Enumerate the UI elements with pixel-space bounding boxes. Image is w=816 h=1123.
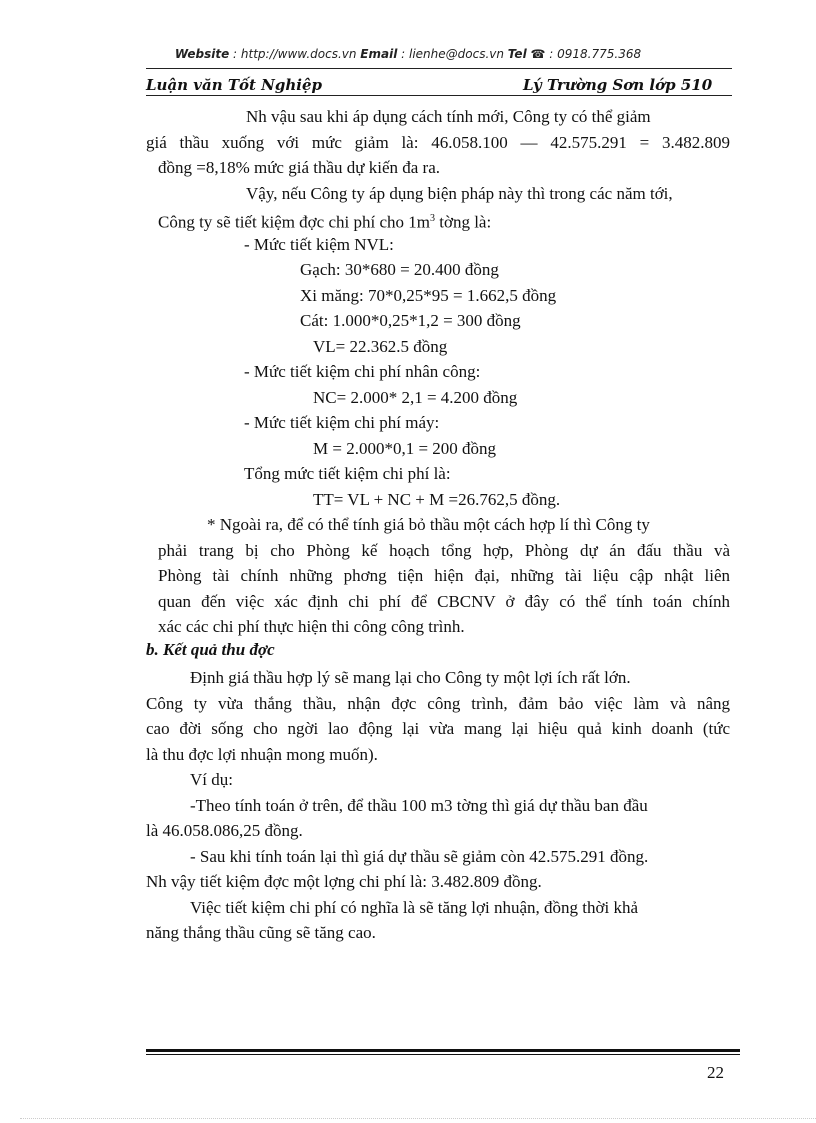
footer-rule-thick — [146, 1049, 740, 1052]
formula-line: TT= VL + NC + M =26.762,5 đồng. — [313, 490, 561, 509]
paragraph-line: Vậy, nếu Công ty áp dụng biện pháp này thì trong các năm tới, — [246, 184, 673, 203]
list-item: Tổng mức tiết kiệm chi phí là: — [244, 464, 451, 483]
website-label: Website — [174, 47, 230, 61]
list-item: - Mức tiết kiệm NVL: — [244, 235, 394, 254]
page-number: 22 — [707, 1063, 724, 1082]
paragraph-line: là 46.058.086,25 đồng. — [146, 821, 303, 840]
formula-line: VL= 22.362.5 đồng — [313, 337, 448, 356]
footer-rule-thin — [146, 1054, 740, 1055]
paragraph-line: phải trang bị cho Phòng kế hoạch tổng hợp, Phòng dự án đấu thầu và — [158, 541, 730, 560]
list-item: - Mức tiết kiệm chi phí nhân công: — [244, 362, 481, 381]
paragraph-line: Nh vậu sau khi áp dụng cách tính mới, Công ty có thể giảm — [246, 107, 651, 126]
paragraph-line: Định giá thầu hợp lý sẽ mang lại cho Công ty một lợi ích rất lớn. — [190, 668, 631, 687]
paragraph-line: -Theo tính toán ở trên, để thầu 100 m3 tờng thì giá dự thầu ban đầu — [190, 796, 648, 815]
formula-line: NC= 2.000* 2,1 = 4.200 đồng — [313, 388, 518, 407]
section-heading: b. Kết quả thu đợc — [146, 640, 275, 659]
header-bottom-rule — [146, 95, 732, 96]
email-label: Email — [360, 47, 398, 61]
paragraph-line: Công ty vừa thắng thầu, nhận đợc công trình, đảm bảo việc làm và nâng — [146, 694, 730, 713]
paragraph-line: Phòng tài chính những phơng tiện hiện đại, những tài liệu cập nhật liên — [158, 566, 730, 585]
formula-line: Cát: 1.000*0,25*1,2 = 300 đồng — [300, 311, 521, 330]
email-address[interactable]: : lienhe@docs.vn — [397, 47, 508, 61]
paragraph-line: năng thắng thầu cũng sẽ tăng cao. — [146, 923, 376, 942]
website-header — [0, 47, 816, 61]
formula-line: Gạch: 30*680 = 20.400 đồng — [300, 260, 499, 279]
paragraph-line: - Sau khi tính toán lại thì giá dự thầu sẽ giảm còn 42.575.291 đồng. — [190, 847, 649, 866]
paragraph-line: * Ngoài ra, để có thể tính giá bỏ thầu một cách hợp lí thì Công ty — [207, 515, 650, 534]
tel-number: ☎ : 0918.775.368 — [526, 47, 642, 61]
header-top-rule — [146, 68, 732, 69]
list-item: - Mức tiết kiệm chi phí máy: — [244, 413, 440, 432]
website-url[interactable]: : http://www.docs.vn — [229, 47, 361, 61]
superscript: 3 — [429, 213, 435, 224]
formula-line: M = 2.000*0,1 = 200 đồng — [313, 439, 497, 458]
bottom-dotted-border — [20, 1118, 816, 1119]
paragraph-line: quan đến việc xác định chi phí để CBCNV ở đây có thể tính toán chính — [158, 592, 730, 611]
paragraph-line: giá thầu xuống với mức giảm là: 46.058.100 — 42.575.291 = 3.482.809 — [146, 133, 730, 152]
author-name: Lý Trường Sơn lớp 510 — [523, 76, 713, 94]
paragraph-text: tờng là: — [434, 212, 492, 232]
paragraph-line: Việc tiết kiệm chi phí có nghĩa là sẽ tăng lợi nhuận, đồng thời khả — [190, 898, 638, 917]
paragraph-text: Công ty sẽ tiết kiệm đợc chi phí cho 1m — [158, 212, 430, 232]
paragraph-line: cao đời sống cho ngời lao động lại vừa mang lại hiệu quả kinh doanh (tức — [146, 719, 730, 738]
thesis-title: Luận văn Tốt Nghiệp — [146, 76, 323, 94]
formula-line: Xi măng: 70*0,25*95 = 1.662,5 đồng — [300, 286, 557, 305]
paragraph-line: đồng =8,18% mức giá thầu dự kiến đa ra. — [158, 158, 441, 177]
paragraph-line: xác các chi phí thực hiện thi công công trình. — [158, 617, 465, 636]
tel-label: Tel — [507, 47, 527, 61]
paragraph-line: là thu đợc lợi nhuận mong muốn). — [146, 745, 378, 764]
example-label: Ví dụ: — [190, 770, 233, 789]
paragraph-line: Nh vậy tiết kiệm đợc một lợng chi phí là: 3.482.809 đồng. — [146, 872, 542, 891]
